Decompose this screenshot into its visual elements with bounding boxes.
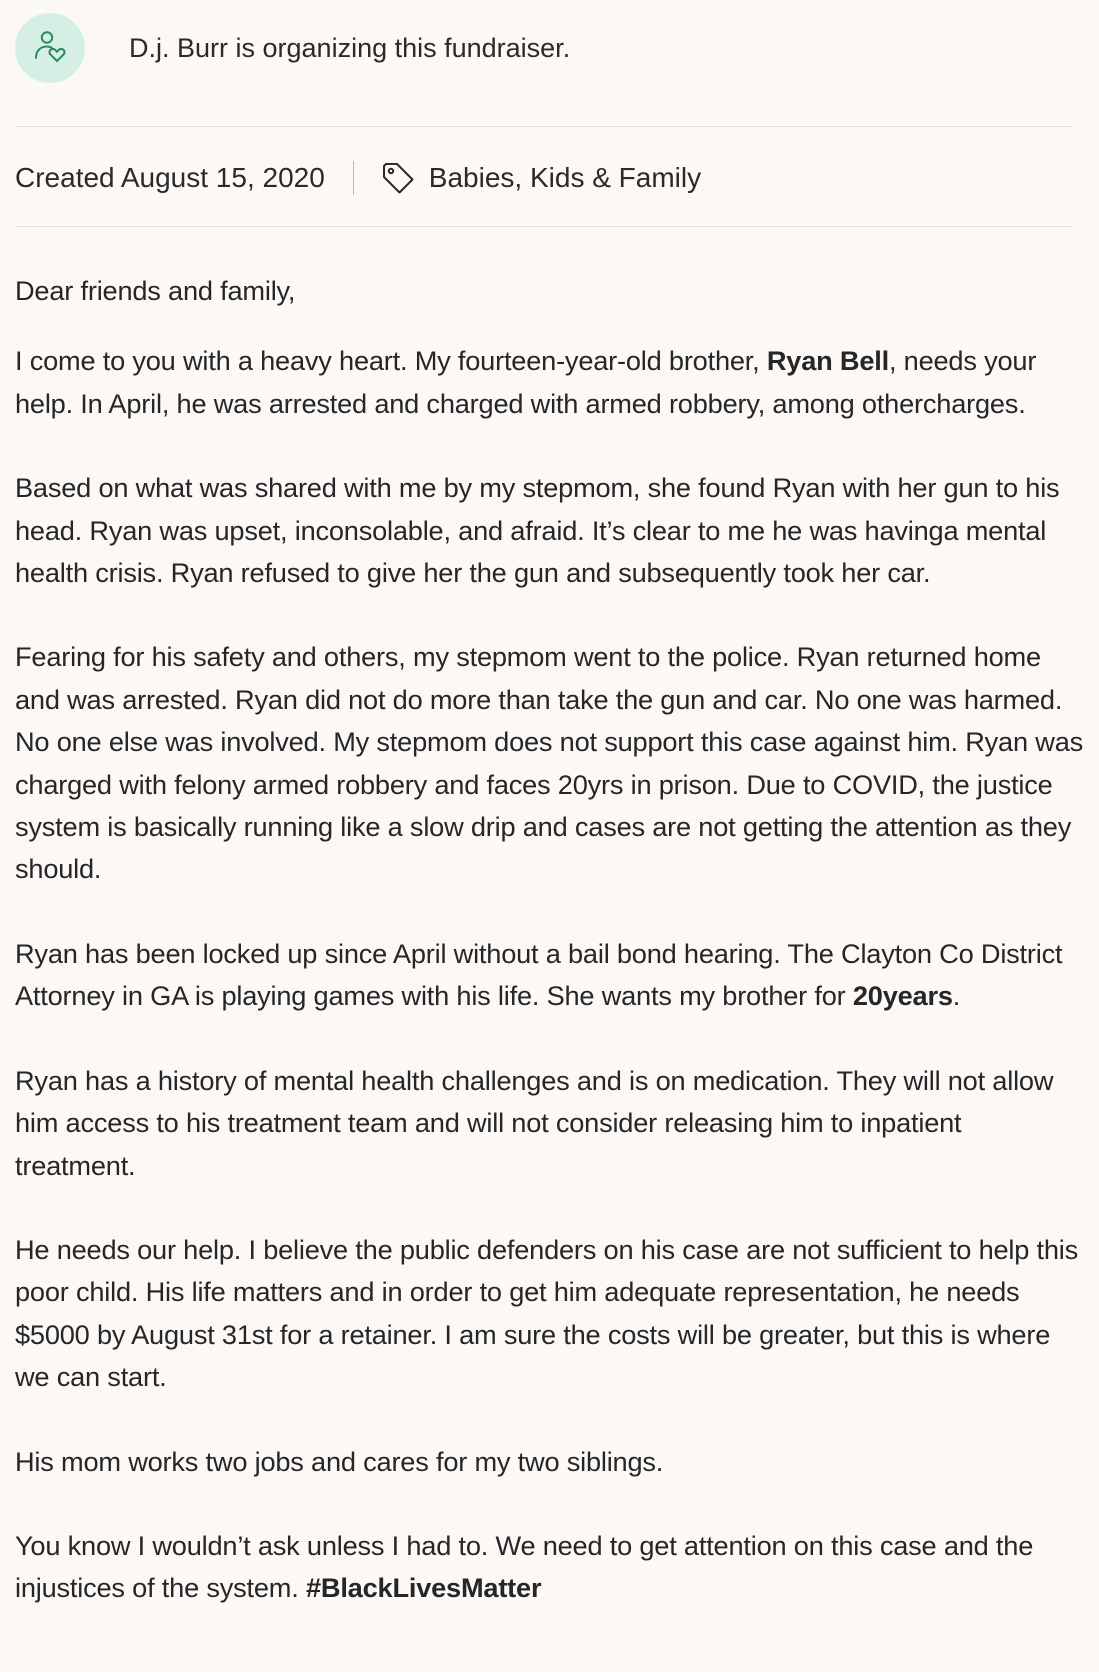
story-greeting: Dear friends and family, [15, 275, 296, 306]
story-paragraph: He needs our help. I believe the public defenders on his case are not sufficient to help this poor child. His life matters and in order to get him adequate representation, he needs $5000 by August 31st for a retainer. I am sure the costs will be greater, but this is where we can start. [15, 1233, 1079, 1393]
divider-top [15, 126, 1072, 127]
tag-icon [379, 159, 417, 197]
story-paragraph [15, 933, 1087, 1018]
category-link[interactable]: Babies, Kids & Family [428, 162, 702, 193]
story-hashtag: #BlackLivesMatter [305, 1572, 542, 1604]
created-date: Created August 15, 2020 [15, 162, 325, 193]
divider-bottom [15, 226, 1072, 227]
story-text: . [952, 980, 961, 1012]
organizer-text: D.j. Burr is organizing this fundraiser. [129, 33, 571, 63]
story-paragraph [15, 340, 1087, 425]
organizer-avatar[interactable] [15, 13, 85, 83]
organizer-row [15, 13, 570, 83]
story-paragraph: Ryan has a history of mental health challenges and is on medication. They will not allow him access to his treatment team and will not consider releasing him to inpatient treatment. [15, 1064, 1054, 1181]
story-text: Ryan has been locked up since April without a bail bond hearing. The Clayton Co District Attorney in GA is playing games with his life. She wants my brother for [15, 937, 1063, 1012]
story-text: You know I wouldn’t ask unless I had to. We need to get attention on this case and the injustices of the system. [15, 1529, 1034, 1604]
story-body [15, 270, 1087, 1610]
story-bold-years: 20years [852, 980, 953, 1012]
story-paragraph: His mom works two jobs and cares for my two siblings. [15, 1445, 664, 1477]
meta-row [15, 158, 701, 198]
story-paragraph [15, 1525, 1087, 1610]
story-paragraph: Based on what was shared with me by my stepmom, she found Ryan with her gun to his head. Ryan was upset, inconsolable, and afraid. It’s clear to me he was havinga mental health crisis. Ryan refused to give her the gun and subsequently took her car. [15, 472, 1060, 589]
meta-separator [353, 161, 354, 195]
story-text: , needs your help. In April, he was arrested and charged with armed robbery, among othercharges. [15, 345, 1037, 419]
story-paragraph: Fearing for his safety and others, my stepmom went to the police. Ryan returned home and was arrested. Ryan did not do more than take the gun and car. No one was harmed. No one else was involved. My stepmom does not support this case against him. Ryan was charged with felony armed robbery and faces 20yrs in prison. Due to COVID, the justice system is basically running like a slow drip and cases are not getting the attention as they should. [15, 641, 1084, 885]
story-bold-name: Ryan Bell [766, 345, 889, 377]
person-heart-icon [32, 28, 68, 69]
story-text: I come to you with a heavy heart. My fourteen-year-old brother, [15, 345, 767, 377]
